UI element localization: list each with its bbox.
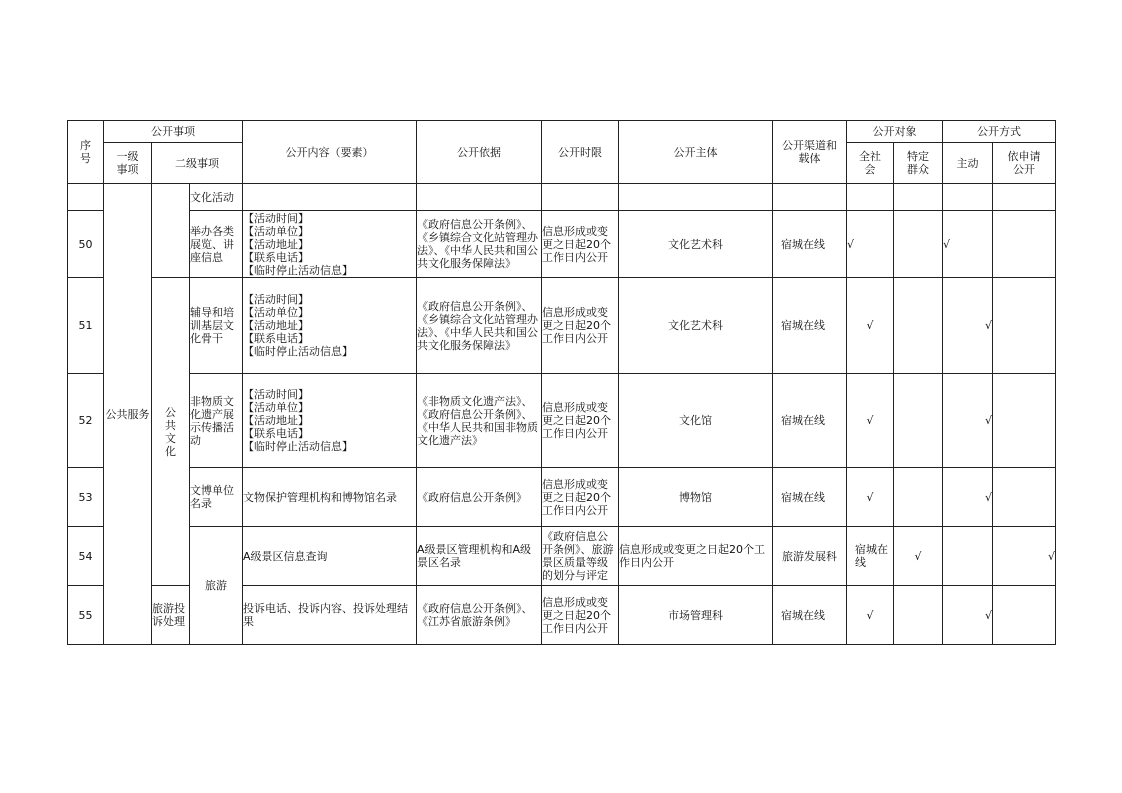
row-active: √ — [993, 527, 1056, 586]
header-channel: 公开渠道和载体 — [773, 121, 847, 184]
row-item: 举办各类展览、讲座信息 — [190, 211, 243, 278]
row-all: √ — [847, 278, 894, 374]
row-content: 【活动时间】 【活动单位】 【活动地址】 【联系电话】 【临时停止活动信息】 — [243, 211, 417, 278]
row-channel: 宿城在线 — [773, 211, 847, 278]
row-specific — [894, 374, 943, 468]
table-row — [68, 211, 1056, 278]
row-request — [993, 468, 1056, 527]
table-row — [68, 527, 1056, 586]
row-content: 文物保护管理机构和博物馆名录 — [243, 468, 417, 527]
header-audience-all: 全社会 — [847, 143, 894, 184]
table-row — [68, 184, 1056, 211]
table-row — [68, 468, 1056, 527]
row-item: 文化活动 — [190, 184, 243, 211]
row-subject: 旅游发展科 — [773, 527, 847, 586]
header-audience-specific: 特定群众 — [894, 143, 943, 184]
row-time-limit: 信息形成或变更之日起20个工作日内公开 — [542, 468, 619, 527]
row-time-limit: 信息形成或变更之日起20个工作日内公开 — [542, 211, 619, 278]
category-public-service: 公共服务 — [104, 184, 152, 645]
row-basis: 《政府信息公开条例》、《乡镇综合文化站管理办法》、《中华人民共和国公共文化服务保障法》 — [417, 211, 542, 278]
row-seq: 50 — [68, 211, 104, 278]
row-subject: 市场管理科 — [619, 586, 773, 645]
row-all: √ — [847, 211, 894, 278]
row-channel: 宿城在线 — [847, 527, 894, 586]
header-audience: 公开对象 — [847, 121, 943, 143]
header-items: 公开事项 — [104, 121, 243, 143]
row-content: 投诉电话、投诉内容、投诉处理结果 — [243, 586, 417, 645]
row-content — [243, 184, 417, 211]
row-basis: 《政府信息公开条例》、旅游景区质量等级的划分与评定 — [542, 527, 619, 586]
row-content: A级景区管理机构和A级景区名录 — [417, 527, 542, 586]
row-specific — [894, 468, 943, 527]
header-row-1 — [68, 121, 1056, 143]
row-item: 旅游投诉处理 — [152, 586, 190, 645]
row-seq: 54 — [68, 527, 104, 586]
header-method: 公开方式 — [943, 121, 1056, 143]
row-basis: 《非物质文化遗产法》、《政府信息公开条例》、《中华人民共和国非物质文化遗产法》 — [417, 374, 542, 468]
row-item: 辅导和培训基层文化骨干 — [190, 278, 243, 374]
header-basis: 公开依据 — [417, 121, 542, 184]
row-subject: 文化艺术科 — [619, 278, 773, 374]
row-basis — [417, 184, 542, 211]
row-seq: 53 — [68, 468, 104, 527]
row-channel: 宿城在线 — [773, 468, 847, 527]
row-time-limit — [542, 184, 619, 211]
header-time-limit: 公开时限 — [542, 121, 619, 184]
row-seq: 51 — [68, 278, 104, 374]
row-all: √ — [847, 586, 894, 645]
row-all: √ — [894, 527, 943, 586]
row-all: √ — [847, 468, 894, 527]
row-specific — [894, 184, 943, 211]
table-row — [68, 278, 1056, 374]
row-request — [993, 374, 1056, 468]
header-seq: 序号 — [68, 121, 104, 184]
row-basis: 《政府信息公开条例》 — [417, 468, 542, 527]
row-channel: 宿城在线 — [773, 374, 847, 468]
row-active: √ — [943, 278, 993, 374]
row-subject: 博物馆 — [619, 468, 773, 527]
row-seq: 52 — [68, 374, 104, 468]
row-channel — [773, 184, 847, 211]
disclosure-table — [67, 120, 1056, 645]
header-method-request: 依申请公开 — [993, 143, 1056, 184]
row-time-limit: 信息形成或变更之日起20个工作日内公开 — [542, 586, 619, 645]
row-content: 【活动时间】 【活动单位】 【活动地址】 【联系电话】 【临时停止活动信息】 — [243, 374, 417, 468]
row-basis: 《政府信息公开条例》、《乡镇综合文化站管理办法》、《中华人民共和国公共文化服务保障法》 — [417, 278, 542, 374]
row-active — [943, 184, 993, 211]
row-channel: 宿城在线 — [773, 586, 847, 645]
category-public-culture: 公共文化 — [152, 278, 190, 586]
header-level1: 一级事项 — [104, 143, 152, 184]
table-row — [68, 374, 1056, 468]
row-all — [847, 184, 894, 211]
row-time-limit: 信息形成或变更之日起20个工作日内公开 — [542, 278, 619, 374]
row-subject: 文化馆 — [619, 374, 773, 468]
row-active: √ — [943, 374, 993, 468]
row-subject — [619, 184, 773, 211]
row-request — [993, 586, 1056, 645]
row-time-limit: 信息形成或变更之日起20个工作日内公开 — [619, 527, 773, 586]
row-item: 非物质文化遗产展示传播活动 — [190, 374, 243, 468]
row-subject: 文化艺术科 — [619, 211, 773, 278]
row-request — [993, 211, 1056, 278]
row-seq — [68, 184, 104, 211]
row-channel: 宿城在线 — [773, 278, 847, 374]
header-content: 公开内容（要素） — [243, 121, 417, 184]
row-specific — [894, 586, 943, 645]
row-all: √ — [847, 374, 894, 468]
row-request — [993, 278, 1056, 374]
row-specific — [894, 211, 943, 278]
header-level2: 二级事项 — [152, 143, 243, 184]
row-time-limit: 信息形成或变更之日起20个工作日内公开 — [542, 374, 619, 468]
row-specific — [943, 527, 993, 586]
row-item: 文博单位名录 — [190, 468, 243, 527]
row-request — [993, 184, 1056, 211]
header-subject: 公开主体 — [619, 121, 773, 184]
row-active: √ — [943, 211, 993, 278]
row-basis: 《政府信息公开条例》、《江苏省旅游条例》 — [417, 586, 542, 645]
category-tourism: 旅游 — [190, 527, 243, 645]
row-seq: 55 — [68, 586, 104, 645]
row-active: √ — [943, 586, 993, 645]
row-content: 【活动时间】 【活动单位】 【活动地址】 【联系电话】 【临时停止活动信息】 — [243, 278, 417, 374]
row-specific — [894, 278, 943, 374]
row-item: A级景区信息查询 — [243, 527, 417, 586]
category-blank — [152, 184, 190, 278]
row-active: √ — [943, 468, 993, 527]
header-method-active: 主动 — [943, 143, 993, 184]
